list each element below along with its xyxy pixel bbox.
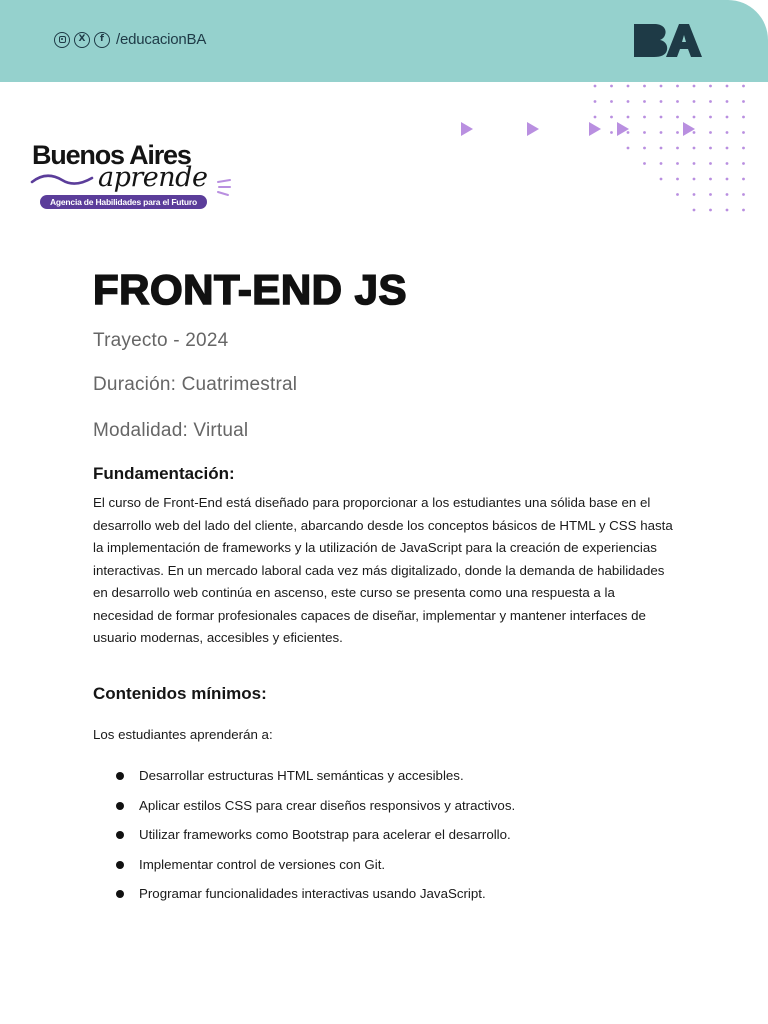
decor-dot [726, 178, 729, 181]
decor-dot [676, 162, 679, 165]
logo-tagline: Agencia de Habilidades para el Futuro [40, 195, 207, 209]
decor-dot [693, 100, 696, 103]
bullet-icon [116, 890, 124, 898]
decor-dot [742, 85, 745, 88]
triangle-icon [589, 122, 601, 136]
triangle-icon [683, 122, 695, 136]
triangle-icon [461, 122, 473, 136]
triangle-icon [527, 122, 539, 136]
logo-script: aprende [98, 162, 208, 193]
list-item [116, 884, 515, 914]
decor-dot [610, 116, 613, 119]
decor-dot [660, 131, 663, 134]
decor-dot [660, 162, 663, 165]
list-item-text: Programar funcionalidades interactivas usando JavaScript. [139, 886, 486, 902]
decor-dot [643, 162, 646, 165]
list-item [116, 855, 515, 885]
decor-dot [726, 162, 729, 165]
decor-dot [742, 193, 745, 196]
duracion-text: Duración: Cuatrimestral [93, 374, 298, 395]
decor-dot [643, 147, 646, 150]
fundamentacion-heading: Fundamentación: [93, 464, 235, 483]
list-item [116, 796, 515, 826]
decor-dot [627, 116, 630, 119]
instagram-icon[interactable] [54, 32, 70, 48]
decor-dot [676, 193, 679, 196]
decor-dot [709, 100, 712, 103]
decor-dot [742, 147, 745, 150]
decor-dot [726, 131, 729, 134]
ba-logo [632, 18, 702, 62]
list-item [116, 825, 515, 855]
decor-dot [660, 116, 663, 119]
list-item-text: Utilizar frameworks como Bootstrap para acelerar el desarrollo. [139, 827, 511, 843]
decor-dot [709, 162, 712, 165]
decor-dot [610, 100, 613, 103]
decor-dot [660, 147, 663, 150]
decor-dot [693, 162, 696, 165]
facebook-icon[interactable]: f [94, 32, 110, 48]
decor-dot [610, 85, 613, 88]
decor-dot [693, 178, 696, 181]
decor-dot [726, 116, 729, 119]
decor-dot [660, 85, 663, 88]
decor-dot [676, 100, 679, 103]
decor-dot [594, 100, 597, 103]
social-links [54, 31, 206, 48]
decor-dot [676, 85, 679, 88]
contenidos-intro: Los estudiantes aprenderán a: [93, 727, 273, 742]
bullet-icon [116, 831, 124, 839]
x-icon[interactable]: X [74, 32, 90, 48]
decor-dot [660, 178, 663, 181]
decor-dot [594, 116, 597, 119]
decor-dot [594, 85, 597, 88]
decor-dot [742, 162, 745, 165]
triangle-icon [617, 122, 629, 136]
fundamentacion-paragraph: El curso de Front-End está diseñado para proporcionar a los estudiantes una sólida base en el desarrollo web del lado del cliente, abarcando desde los conceptos básicos de HTML y CSS hasta la implementación de frameworks y la utilización de JavaScript para la creación de experiencias interactivas. En un mercado laboral cada vez más digitalizado, donde la demanda de habilidades en desarrollo web continúa en ascenso, este curso se presenta como una respuesta a la necesidad de formar profesionales capaces de diseñar, implementar y mantener interfaces de usuario modernas, accesibles y eficientes. [93, 495, 673, 645]
decor-dot [643, 85, 646, 88]
decor-dot [742, 100, 745, 103]
decor-dot [709, 178, 712, 181]
trayecto-text: Trayecto - 2024 [93, 330, 229, 351]
decor-dot [742, 178, 745, 181]
decor-dot [726, 147, 729, 150]
decor-dot [693, 193, 696, 196]
decor-dot [709, 85, 712, 88]
page-title: FRONT-END JS [93, 266, 408, 313]
bullet-icon [116, 772, 124, 780]
decor-dot [643, 116, 646, 119]
decor-dot [709, 209, 712, 212]
decor-dot [726, 100, 729, 103]
decor-dot [627, 147, 630, 150]
decor-dot [742, 116, 745, 119]
decor-dot [709, 193, 712, 196]
contenidos-list [116, 766, 515, 914]
list-item [116, 766, 515, 796]
decor-dot [742, 131, 745, 134]
decorative-dot-grid [592, 83, 762, 218]
decor-dot [627, 85, 630, 88]
bullet-icon [116, 861, 124, 869]
decor-dot [676, 116, 679, 119]
buenos-aires-aprende-logo [30, 140, 245, 212]
decor-dot [693, 209, 696, 212]
decor-dot [709, 116, 712, 119]
logo-title: Buenos Aires [32, 140, 191, 170]
decor-dot [709, 147, 712, 150]
social-handle[interactable]: /educacionBA [116, 31, 207, 48]
decor-dot [693, 116, 696, 119]
decor-dot [726, 85, 729, 88]
decor-dot [643, 131, 646, 134]
decor-dot [709, 131, 712, 134]
decor-dot [676, 147, 679, 150]
header-band [0, 0, 768, 82]
list-item-text: Implementar control de versiones con Git. [139, 856, 386, 872]
list-item-text: Aplicar estilos CSS para crear diseños responsivos y atractivos. [139, 797, 516, 813]
list-item-text: Desarrollar estructuras HTML semánticas y accesibles. [139, 768, 464, 783]
decor-dot [693, 147, 696, 150]
decor-dot [742, 209, 745, 212]
decor-dot [726, 193, 729, 196]
decor-dot [726, 209, 729, 212]
contenidos-heading: Contenidos mínimos: [93, 684, 267, 703]
decor-dot [693, 85, 696, 88]
decor-dot [627, 100, 630, 103]
decor-dot [676, 178, 679, 181]
decor-dot [643, 100, 646, 103]
decor-dot [676, 131, 679, 134]
bullet-icon [116, 802, 124, 810]
modalidad-text: Modalidad: Virtual [93, 420, 249, 441]
decor-dot [660, 100, 663, 103]
decor-dot [610, 131, 613, 134]
